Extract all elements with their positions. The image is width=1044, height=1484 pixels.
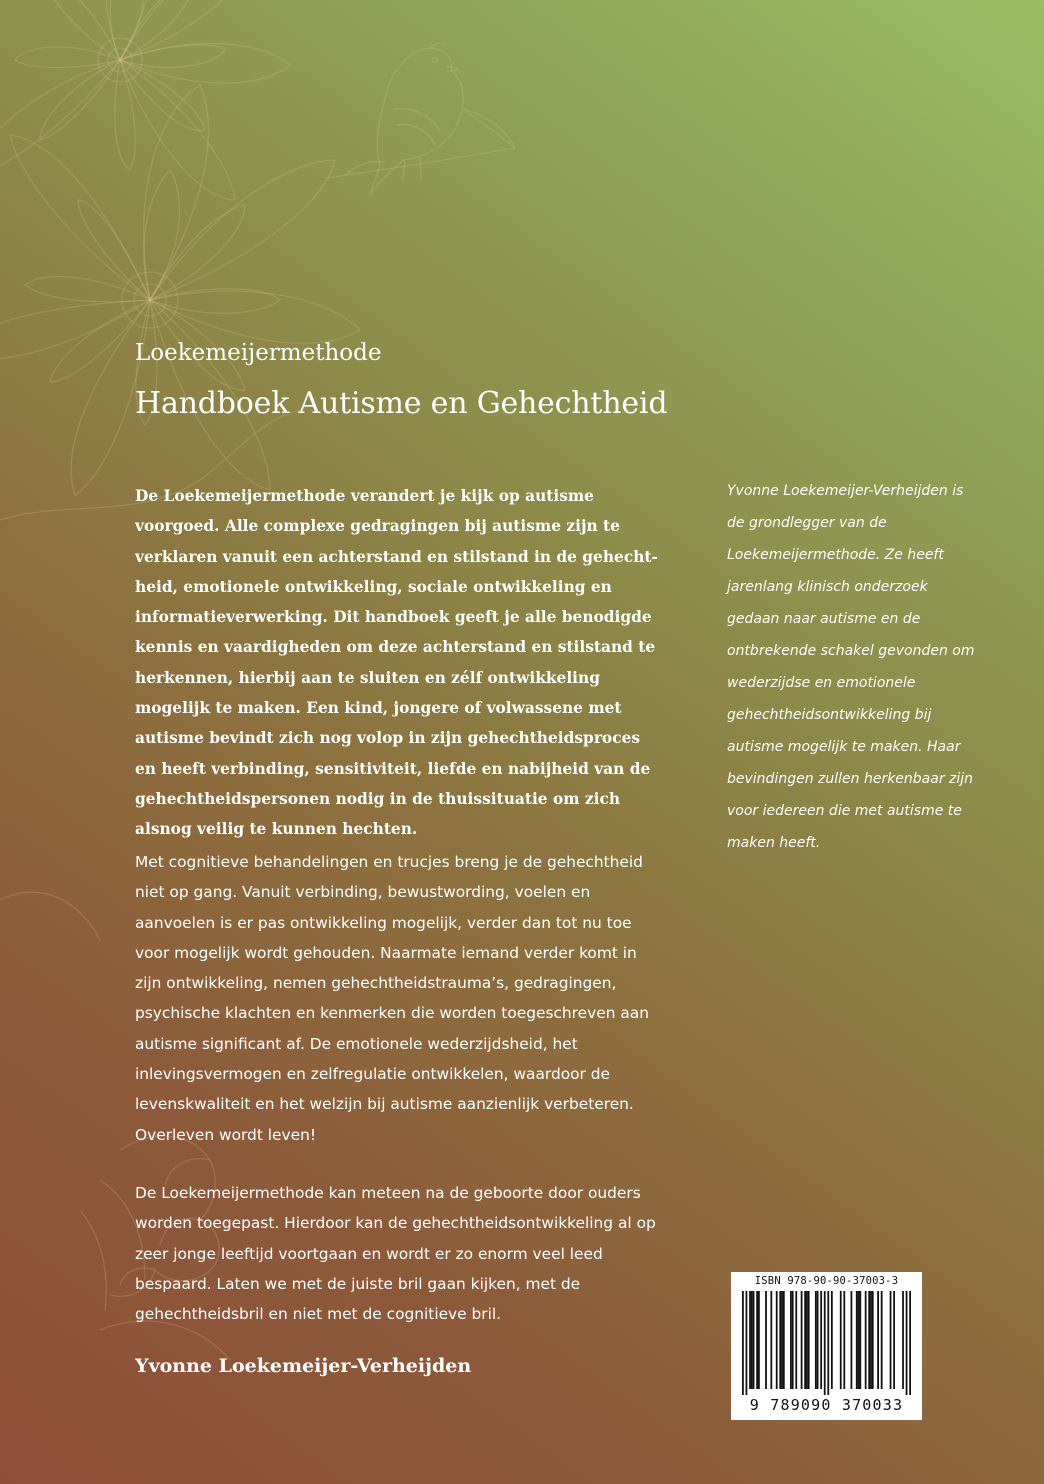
isbn-barcode [731,1272,922,1420]
barcode-bar [746,1291,748,1395]
barcode-bar [795,1291,797,1389]
barcode-bar [792,1291,794,1389]
barcode-bar [831,1291,833,1389]
barcode-bars [742,1291,911,1395]
barcode-bar [858,1291,860,1389]
barcode-bar [843,1291,845,1389]
series-title: Loekemeijermethode [135,340,382,366]
barcode-bar [758,1291,760,1389]
barcode-bar [749,1291,751,1389]
barcode-bar [779,1291,781,1389]
barcode-bar [770,1291,772,1389]
barcode-bar [881,1291,883,1389]
barcode-bar [756,1291,758,1389]
barcode-bar [783,1291,785,1389]
barcode-bar [827,1291,829,1395]
ean-digits: 9 789090 370033 [749,1396,904,1414]
barcode-bar [753,1291,755,1389]
barcode-bar [781,1291,783,1389]
barcode-bar [815,1291,817,1389]
barcode-bar [820,1291,822,1389]
barcode-bar [870,1291,872,1389]
barcode-bar [865,1291,867,1389]
barcode-bar [877,1291,879,1389]
isbn-label: ISBN 978-90-90-37003-3 [754,1275,899,1287]
barcode-bar [751,1291,753,1389]
barcode-bar [906,1291,908,1395]
barcode-bar [890,1291,892,1389]
barcode-bar [790,1291,792,1389]
barcode-bar [872,1291,874,1389]
barcode-bar [824,1291,826,1395]
barcode-bar [817,1291,819,1389]
author-bio: Yvonne Loekemeijer-Verheijden is de grondlegger van de Loekemeijermethode. Ze heeft jarenlang klinisch onderzoek gedaan naar autisme en de ontbrekende schakel gevonden om wederzijdse en emotionele gehechtheidsontwikkeling bij autisme mogelijk te maken. Haar bevindingen zullen herkenbaar zijn voor iedereen die met autisme te maken heeft. [727,483,975,851]
book-title: Handboek Autisme en Gehechtheid [135,386,668,421]
barcode-bar [856,1291,858,1389]
author-signature: Yvonne Loekemeijer-Verheijden [135,1355,472,1377]
barcode-bar [801,1291,803,1389]
barcode-bar [742,1291,744,1395]
barcode-bar [868,1291,870,1389]
barcode-bar [765,1291,767,1389]
barcode-bar [909,1291,911,1395]
body-paragraph-2: Met cognitieve behandelingen en trucjes breng je de gehechtheid niet op gang. Vanuit verbinding, bewustwording, voelen en aanvoelen is er pas ontwikkeling mogelijk, verder dan tot nu toe voor mogelijk wordt gehouden. Naarmate iemand verder komt in zijn ontwikkeling, nemen gehechtheidstrauma’s, gedragingen, psychische klachten en kenmerken die worden toegeschreven aan autisme significant af. De emotionele wederzijdsheid, het inlevingsvermogen en zelfregulatie ontwikkelen, waardoor de levenskwaliteit en het welzijn bij autisme aanzienlijk verbeteren. Overleven wordt leven! [135,853,649,1144]
barcode-bar [806,1291,808,1389]
barcode-bar [859,1291,861,1389]
barcode-bar [840,1291,842,1389]
barcode-bar [776,1291,778,1389]
barcode-bar [804,1291,806,1389]
intro-paragraph: De Loekemeijermethode verandert je kijk op autisme voorgoed. Alle complexe gedragingen bij autisme zijn te verklaren vanuit een achterstand en stilstand in de gehechtheid, emotionele ontwikkeling, sociale ontwikkeling en informatieverwerking. Dit handboek geeft je alle benodigde kennis en vaardigheden om deze achterstand en stilstand te herkennen, hierbij aan te sluiten en zélf ontwikkeling mogelijk te maken. Een kind, jongere of volwassene met autisme bevindt zich nog volop in zijn gehechtheidsproces en heeft verbinding, sensitiviteit, liefde en nabijheid van de gehechtheidspersonen nodig in de thuissituatie om zich alsnog veilig te kunnen hechten. [135,487,658,839]
body-paragraph-3: De Loekemeijermethode kan meteen na de geboorte door ouders worden toegepast. Hierdoor kan de gehechtheidsontwikkeling al op zeer jonge leeftijd voortgaan en wordt er zo enorm veel leed bespaard. Laten we met de juiste bril gaan kijken, met de gehechtheidsbril en niet met de cognitieve bril. [135,1184,656,1324]
barcode-bar [902,1291,904,1389]
barcode-bar [893,1291,895,1389]
barcode-bar [808,1291,810,1389]
barcode-bar [851,1291,853,1389]
